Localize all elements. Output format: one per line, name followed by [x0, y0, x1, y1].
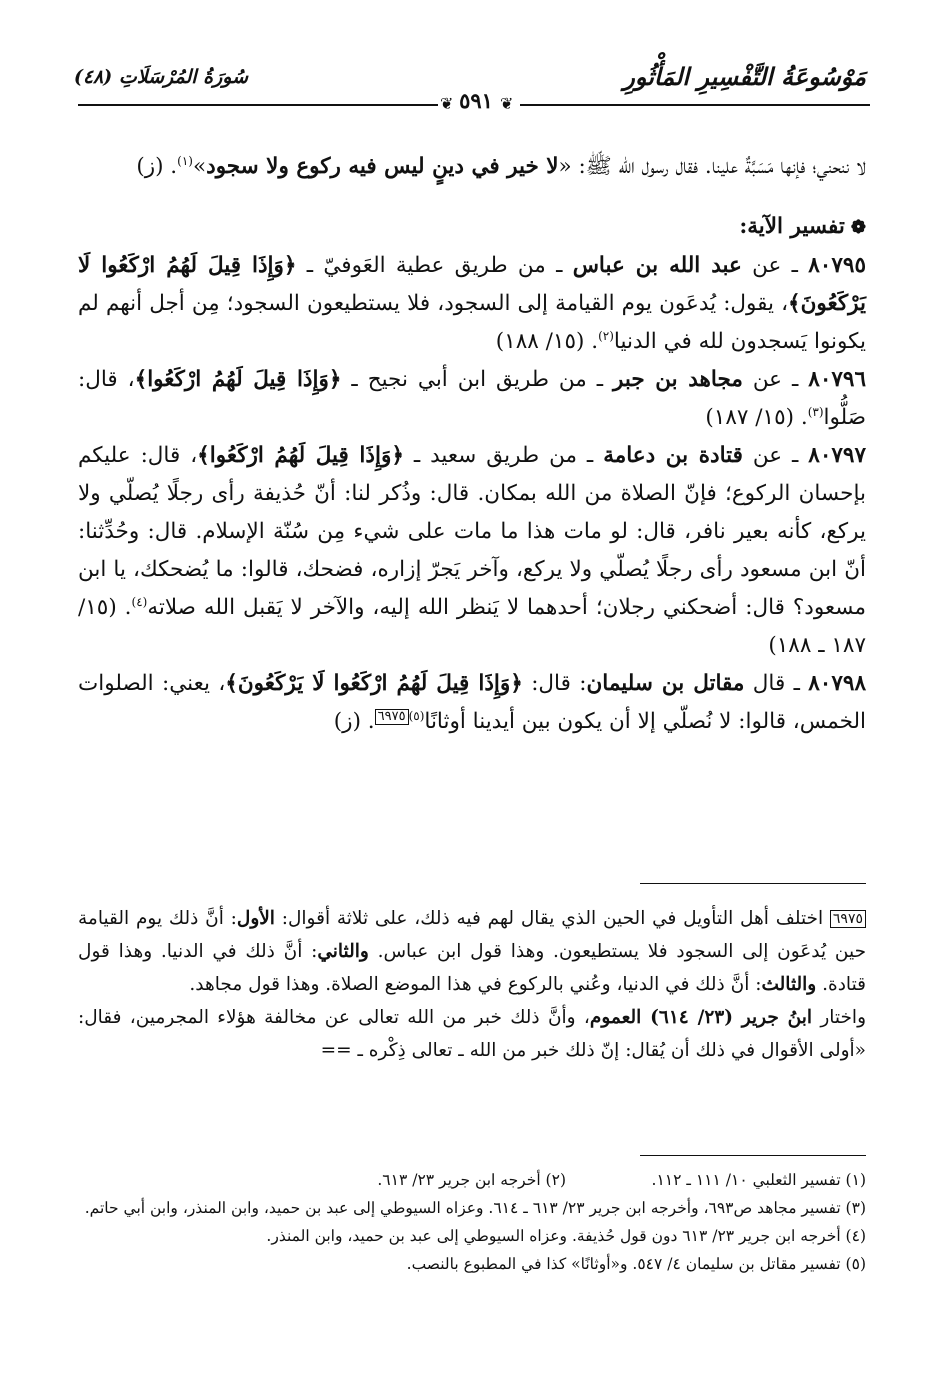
- section-title: تفسير الآية:: [739, 214, 845, 239]
- note-number: ٦٩٧٥: [830, 910, 866, 928]
- narration-number: ٨٠٧٩٨: [808, 671, 866, 696]
- footnote-3: (٣) تفسير مجاهد ص٦٩٣، وأخرجه ابن جرير ٢٣/ ٦١٣ ـ ٦١٤. وعزاه السيوطي إلى عبد بن حميد، وابن المنذر، وابن أبي حاتم.: [84, 1199, 866, 1217]
- narrator-name: مجاهد بن جبر: [613, 367, 743, 392]
- editor-note: [78, 902, 866, 1067]
- narration-80796: ٨٠٧٩٦ ـ عن مجاهد بن جبر ـ من طريق ابن أبي نجيح ـ ﴿وَإِذَا قِيلَ لَهُمُ ارْكَعُوا﴾، قال: صَلُّوا$^{(٣)}$. (١٥/ ١٨٧): [78, 367, 867, 430]
- footnote-ref[interactable]: (٥): [408, 708, 425, 723]
- narrator-name: مقاتل بن سليمان: [586, 671, 745, 696]
- volume-ref: . (١٥/ ١٨٧ ـ ١٨٨): [78, 595, 866, 658]
- footnotes: [78, 1166, 866, 1278]
- narration-number: ٨٠٧٩٧: [808, 443, 867, 468]
- quran-verse: ﴿وَإِذَا قِيلَ لَهُمُ ارْكَعُوا﴾: [197, 443, 404, 468]
- footnote-5: (٥) تفسير مقاتل بن سليمان ٤/ ٥٤٧. و«أوثانًا» كذا في المطبوع بالنصب.: [406, 1255, 866, 1273]
- footnote-2: (٢) أخرجه ابن جرير ٢٣/ ٦١٣.: [377, 1171, 566, 1189]
- narration-80798: ٨٠٧٩٨ ـ قال مقاتل بن سليمان: قال: ﴿وَإِذَا قِيلَ لَهُمُ ارْكَعُوا لَا يَرْكَعُونَ﴾، يعني: الصلوات الخمس، قالوا: لا نُصلّي إلا أن يكون بين أيدينا أوثانًا$^{(٥)}$٦٩٧٥. (ز): [78, 671, 866, 734]
- flower-icon: ❁: [850, 217, 866, 238]
- note-marker[interactable]: ٦٩٧٥: [375, 709, 409, 725]
- paragraph-hadith: لا ننحني؛ فإنها مَسَبَّةٌ علينا. فقال رسول الله ﷺ: «لا خير في دينٍ ليس فيه ركوع ولا سجود»$^{(١)}$. (ز): [136, 153, 866, 179]
- scholar-choice: ابنُ جرير (٢٣/ ٦١٤) العموم: [589, 1007, 813, 1028]
- narration-80797: ٨٠٧٩٧ ـ عن قتادة بن دعامة ـ من طريق سعيد ـ ﴿وَإِذَا قِيلَ لَهُمُ ارْكَعُوا﴾، قال: عليكم بإحسان الركوع؛ فإنّ الصلاة من الله بمكان. قال: وذُكر لنا: أنّ حُذيفة رأى رجلًا يُصلّي ولا يركع، كأنه بعير نافر، قال: لو مات هذا ما مات على شيء مِن سُنّة الإسلام. قال: وحُدِّثنا: أنّ ابن مسعود رأى رجلًا يُصلّي ولا يركع، وآخر يَجرّ إزاره، فضحك، قالوا: ما يُضحكك، يا ابن مسعود؟ قال: أضحكني رجلان؛ أحدهما لا يَنظر الله إليه، والآخر لا يَقبل الله صلاته$^{(٤)}$. (١٥/ ١٨٧ ـ ١٨٨): [78, 443, 867, 658]
- footnote-1: (١) تفسير الثعلبي ١٠/ ١١١ ـ ١١٢.: [651, 1171, 866, 1189]
- narrator-name: عبد الله بن عباس: [572, 253, 742, 278]
- header-rule-left: [78, 104, 438, 106]
- quran-verse: ﴿وَإِذَا قِيلَ لَهُمُ ارْكَعُوا لَا يَرْكَعُونَ﴾: [225, 671, 523, 696]
- ornament-icon: ❦: [440, 94, 454, 113]
- narration-80795: ٨٠٧٩٥ ـ عن عبد الله بن عباس ـ من طريق عطية العَوفيّ ـ ﴿وَإِذَا قِيلَ لَهُمُ ارْكَعُوا لَا يَرْكَعُونَ﴾، يقول: يُدعَون يوم القيامة إلى السجود، فلا يستطيعون السجود؛ مِن أجل أنهم لم يكونوا يَسجدون لله في الدنيا$^{(٢)}$. (١٥/ ١٨٨): [78, 253, 866, 354]
- footnote-ref[interactable]: (٢): [598, 328, 614, 343]
- page-number: ٥٩١: [459, 88, 493, 113]
- book-title: مَوْسُوعَةُ التَّفْسِيرِ المَأْثُورِ: [623, 62, 866, 91]
- note-paragraph: ٦٩٧٥ اختلف أهل التأويل في الحين الذي يقال لهم فيه ذلك، على ثلاثة أقوال: الأول: أنَّ ذلك يوم القيامة حين يُدعَون إلى السجود فلا يستطيعون. وهذا قول ابن عباس. والثاني: أنَّ ذلك في الدنيا. وهذا قول قتادة. والثالث: أنَّ ذلك في الدنيا، وعُني بالركوع في هذا الموضع الصلاة. وهذا قول مجاهد.: [78, 908, 867, 995]
- main-text: [78, 148, 866, 741]
- section-heading: [78, 208, 866, 247]
- narration-number: ٨٠٧٩٥: [808, 253, 866, 278]
- footnote-4: (٤) أخرجه ابن جرير ٢٣/ ٦١٣ دون قول حُذيفة. وعزاه السيوطي إلى عبد بن حميد، وابن المنذر.: [266, 1227, 866, 1245]
- narrator-name: قتادة بن دعامة: [603, 443, 743, 468]
- footnote-ref[interactable]: (٤): [131, 594, 148, 609]
- volume-ref: . (١٥/ ١٨٨): [495, 329, 599, 354]
- footnote-row: [78, 1166, 866, 1194]
- quran-verse: ﴿وَإِذَا قِيلَ لَهُمُ ارْكَعُوا﴾: [134, 367, 342, 392]
- surah-header: سُورَةُ المُرْسَلَاتِ (٤٨): [73, 66, 248, 88]
- header-rule-right: [520, 104, 870, 106]
- quran-verse: ﴿وَإِذَا قِيلَ لَهُمُ ارْكَعُوا لَا يَرْكَعُونَ﴾: [78, 253, 866, 316]
- narration-number: ٨٠٧٩٦: [808, 367, 867, 392]
- separator: [640, 1155, 866, 1156]
- volume-ref: . (ز): [333, 709, 375, 734]
- footnote-ref[interactable]: (١): [177, 153, 193, 168]
- hadith-quote: لا خير في دينٍ ليس فيه ركوع ولا سجود: [206, 154, 559, 179]
- ornament-icon: ❦: [500, 94, 514, 113]
- separator: [640, 883, 866, 884]
- volume-ref: . (١٥/ ١٨٧): [705, 405, 808, 430]
- note-paragraph: واختار ابنُ جرير (٢٣/ ٦١٤) العموم، وأنَّ ذلك خبر من الله تعالى عن مخالفة هؤلاء المجرمين، فقال: «أولى الأقوال في ذلك أن يُقال: إنّ ذلك خبر من الله ـ تعالى ذِكْره ـ ==: [78, 1007, 867, 1061]
- footnote-ref[interactable]: (٣): [807, 404, 824, 419]
